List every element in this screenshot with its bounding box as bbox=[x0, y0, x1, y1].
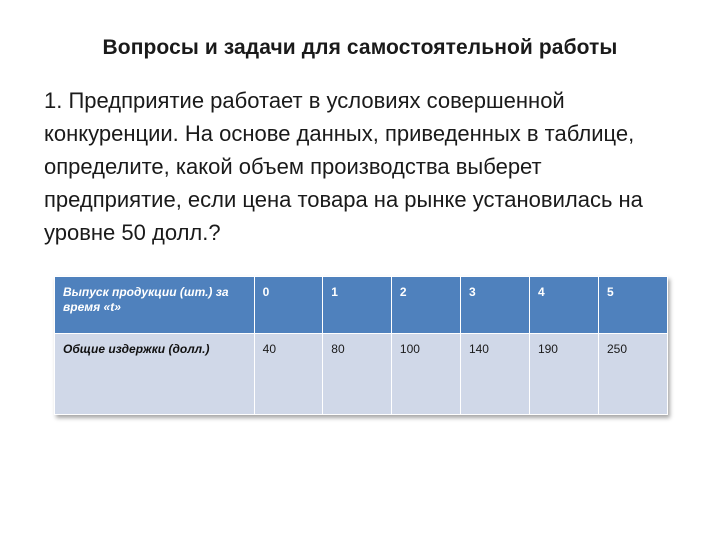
total-cost-value-cell: 80 bbox=[323, 334, 392, 415]
output-value-cell: 0 bbox=[254, 277, 323, 334]
table-header-row bbox=[55, 277, 668, 334]
total-cost-value-cell: 140 bbox=[460, 334, 529, 415]
total-cost-value-cell: 40 bbox=[254, 334, 323, 415]
output-value-cell: 4 bbox=[529, 277, 598, 334]
data-table bbox=[54, 276, 668, 415]
table-row bbox=[55, 334, 668, 415]
total-cost-value-cell: 100 bbox=[391, 334, 460, 415]
output-label-cell: Выпуск продукции (шт.) за время «t» bbox=[55, 277, 255, 334]
output-value-cell: 3 bbox=[460, 277, 529, 334]
output-value-cell: 2 bbox=[391, 277, 460, 334]
slide-title: Вопросы и задачи для самостоятельной работы bbox=[102, 36, 618, 59]
total-cost-value-cell: 190 bbox=[529, 334, 598, 415]
total-cost-value-cell: 250 bbox=[598, 334, 667, 415]
problem-text: 1. Предприятие работает в условиях совершенной конкуренции. На основе данных, приведенных в таблице, определите, какой объем производства выберет предприятие, если цена товара на рынке установилась на уровне 50 долл.? bbox=[44, 88, 643, 245]
total-cost-label-cell: Общие издержки (долл.) bbox=[55, 334, 255, 415]
output-value-cell: 1 bbox=[323, 277, 392, 334]
output-value-cell: 5 bbox=[598, 277, 667, 334]
